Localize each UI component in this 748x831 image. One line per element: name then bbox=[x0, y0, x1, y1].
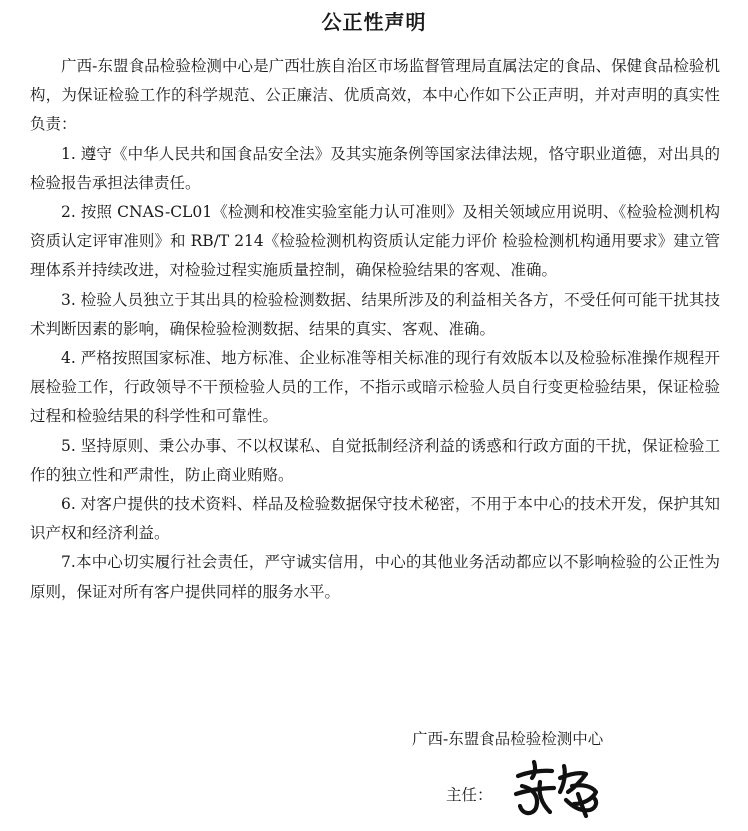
clause-4: 4. 严格按照国家标准、地方标准、企业标准等相关标准的现行有效版本以及检验标准操作规程开展检验工作，行政领导不干预检验人员的工作，不指示或暗示检验人员自行变更检验结果，保证检验过程和检验结果的科学性和可靠性。 bbox=[30, 349, 720, 426]
document-body bbox=[30, 52, 720, 607]
handwritten-signature bbox=[510, 758, 602, 820]
clause-1: 1. 遵守《中华人民共和国食品安全法》及其实施条例等国家法律法规，恪守职业道德，对出具的检验报告承担法律责任。 bbox=[30, 144, 720, 192]
clause-7: 7.本中心切实履行社会责任，严守诚实信用，中心的其他业务活动都应以不影响检验的公正性为原则，保证对所有客户提供同样的服务水平。 bbox=[30, 553, 720, 601]
director-label: 主任： bbox=[446, 786, 493, 804]
document-title: 公正性声明 bbox=[321, 10, 427, 34]
organization-signature-line: 广西-东盟食品检验检测中心 bbox=[412, 730, 604, 748]
clause-2: 2. 按照 CNAS-CL01《检测和校准实验室能力认可准则》及相关领域应用说明、《检验检测机构资质认定评审准则》和 RB/T 214《检验检测机构资质认定能力评价 检验检测机构通用要求》建立管理体系并持续改进，对检验过程实施质量控制，确保检验结果的客观、准确。 bbox=[30, 203, 720, 280]
clause-6: 6. 对客户提供的技术资料、样品及检验数据保守技术秘密，不用于本中心的技术开发，保护其知识产权和经济利益。 bbox=[30, 495, 720, 543]
intro-paragraph: 广西-东盟食品检验检测中心是广西壮族自治区市场监督管理局直属法定的食品、保健食品检验机构，为保证检验工作的科学规范、公正廉洁、优质高效，本中心作如下公正声明，并对声明的真实性负责： bbox=[30, 57, 720, 134]
clause-5: 5. 坚持原则、秉公办事、不以权谋私、自觉抵制经济利益的诱惑和行政方面的干扰，保证检验工作的独立性和严肃性，防止商业贿赂。 bbox=[30, 436, 720, 484]
clause-3: 3. 检验人员独立于其出具的检验检测数据、结果所涉及的利益相关各方，不受任何可能干扰其技术判断因素的影响，确保检验检测数据、结果的真实、客观、准确。 bbox=[30, 290, 720, 338]
